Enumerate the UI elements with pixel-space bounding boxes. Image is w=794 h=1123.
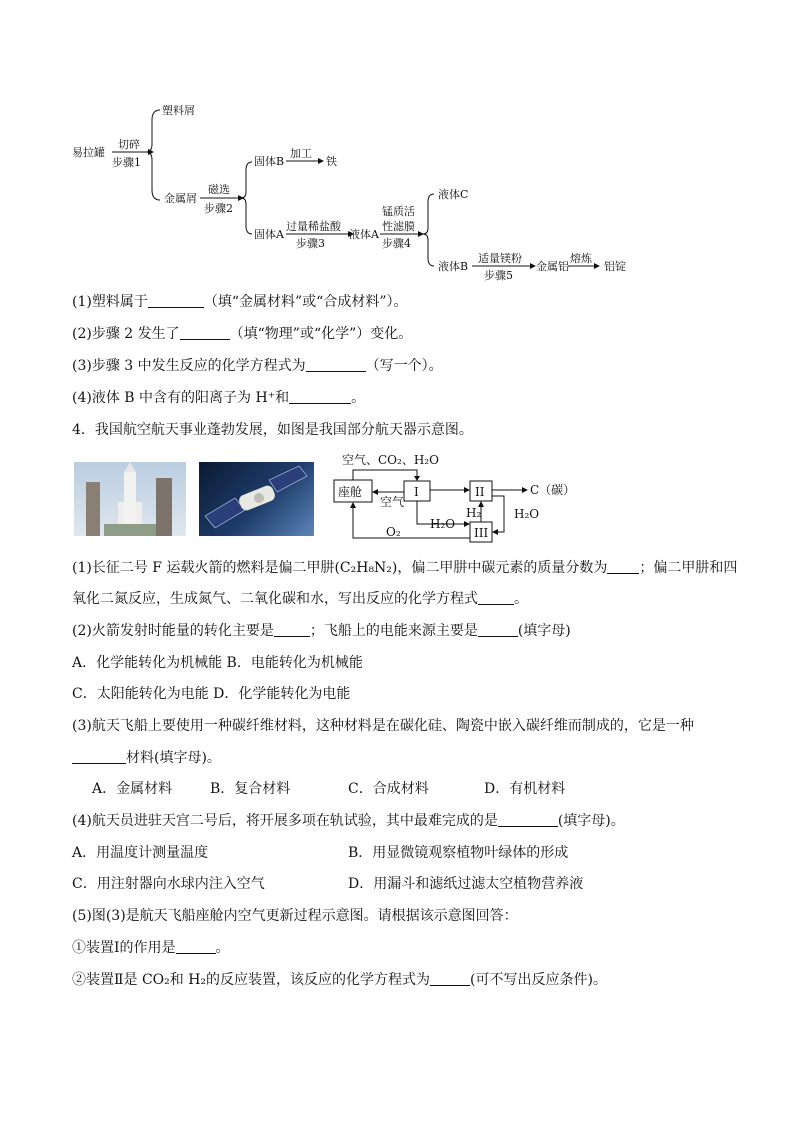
q3-line2: (2)步骤 2 发生了 （填“物理”或“化学”）变化。 [72,326,413,342]
q4-p4-option-d: D．用漏斗和滤纸过滤太空植物营养液 [348,876,584,892]
q4-p2-options-ab: A．化学能转化为机械能 B．电能转化为机械能 [72,655,363,671]
answer-blank[interactable] [72,750,126,764]
answer-blank[interactable] [180,326,230,340]
diagram-cabin-label: 座舱 [338,485,363,499]
flow-metal: 金属屑 [164,192,197,205]
flow-smelt: 熔炼 [570,252,592,265]
answer-blank[interactable] [306,358,366,372]
flow-liquidA: 液体A [349,228,379,241]
flow-membrane1: 锰质活 [382,205,415,218]
q4-p1-line2: 氧化二氮反应，生成氮气、二氧化碳和水，写出反应的化学方程式 。 [72,591,528,607]
answer-blank[interactable] [478,623,518,637]
q4-p2: (2)火箭发射时能量的转化主要是 ；飞船上的电能来源主要是 (填字母) [72,623,571,639]
q4-p3-line1: (3)航天飞船上要使用一种碳纤维材料，这种材料是在碳化硅、陶瓷中嵌入碳纤维而制成的，它是一种 [72,718,694,734]
flow-magnet: 磁选 [208,183,230,196]
q4-title: 4．我国航空航天事业蓬勃发展，如图是我国部分航天器示意图。 [72,422,473,438]
q4-p3-option-d: D．有机材料 [484,781,566,797]
flow-plastic: 塑料屑 [162,104,195,117]
q4-p3-option-b: B．复合材料 [210,781,291,797]
q4-p5: (5)图(3)是航天飞船座舱内空气更新过程示意图。请根据该示意图回答： [72,908,518,924]
flow-can: 易拉罐 [72,146,105,159]
flow-acid: 过量稀盐酸 [286,220,341,233]
q4-p5-sub1: ①装置Ⅰ的作用是 。 [72,940,230,956]
answer-blank[interactable] [274,623,310,637]
spacecraft-photo [199,462,314,536]
q4-p3-line2: 材料(填字母)。 [72,750,221,766]
flow-cut: 切碎 [118,138,140,151]
diagram-top-label: 空气、CO₂、H₂O [342,453,439,467]
recycling-flow-chart [60,90,660,280]
q4-p3-option-c: C．合成材料 [348,781,429,797]
answer-blank[interactable] [498,813,558,827]
flow-ingot: 铝锭 [604,260,626,273]
q3-line3: (3)步骤 3 中发生反应的化学方程式为 （写一个）。 [72,358,443,374]
flow-step5: 步骤5 [484,269,513,282]
answer-blank[interactable] [430,972,470,986]
q4-p3-option-a: A．金属材料 [92,781,173,797]
answer-blank[interactable] [607,560,639,574]
diagram-carbon-label: C（碳） [530,483,576,497]
answer-blank[interactable] [478,591,514,605]
q4-p2-options-cd: C．太阳能转化为电能 D．化学能转化为电能 [72,686,351,702]
diagram-II-label: II [475,485,485,499]
flow-step1: 步骤1 [112,156,141,169]
diagram-III-label: III [474,526,489,540]
flow-al: 金属铝 [536,260,569,273]
q4-p1-line1: (1)长征二号 F 运载火箭的燃料是偏二甲肼(C₂H₈N₂)，偏二甲肼中碳元素的质量分数为 ；偏二甲肼和四 [72,560,738,576]
q4-p4-option-c: C．用注射器向水球内注入空气 [72,876,265,892]
rocket-photo [74,462,186,536]
flow-solidA: 固体A [254,228,284,241]
q4-p4-option-a: A．用温度计测量温度 [72,845,209,861]
diagram-h2o-right-label: H₂O [514,507,540,521]
q3-line4: (4)液体 B 中含有的阳离子为 H⁺和 。 [72,390,366,406]
diagram-h2-label: H₂ [466,506,482,520]
flow-step4: 步骤4 [382,237,411,250]
answer-blank[interactable] [176,940,216,954]
flow-liquidC: 液体C [438,188,469,201]
flow-membrane2: 性滤膜 [382,220,415,233]
diagram-I-label: I [414,485,419,499]
flow-iron: 铁 [326,155,337,168]
q4-p4-option-b: B．用显微镜观察植物叶绿体的形成 [348,845,569,861]
flow-mg: 适量镁粉 [478,252,522,265]
flow-liquidB: 液体B [438,260,469,273]
diagram-air-label: 空气 [380,495,405,509]
diagram-o2-label: O₂ [386,525,401,539]
flow-step3: 步骤3 [296,237,325,250]
flow-step2: 步骤2 [204,202,233,215]
flow-process: 加工 [290,147,312,160]
q4-p5-sub2: ②装置Ⅱ是 CO₂和 H₂的反应装置，该反应的化学方程式为 (可不写出反应条件)。 [72,972,607,988]
answer-blank[interactable] [148,294,204,308]
diagram-h2o-bottom-label: H₂O [430,517,456,531]
flow-solidB: 固体B [254,155,285,168]
q4-p4: (4)航天员进驻天宫二号后，将开展多项在轨试验，其中最难完成的是 (填字母)。 [72,813,625,829]
q3-line1: (1)塑料属于 （填“金属材料”或“合成材料”）。 [72,294,408,310]
air-renewal-diagram [330,446,576,546]
answer-blank[interactable] [289,390,351,404]
